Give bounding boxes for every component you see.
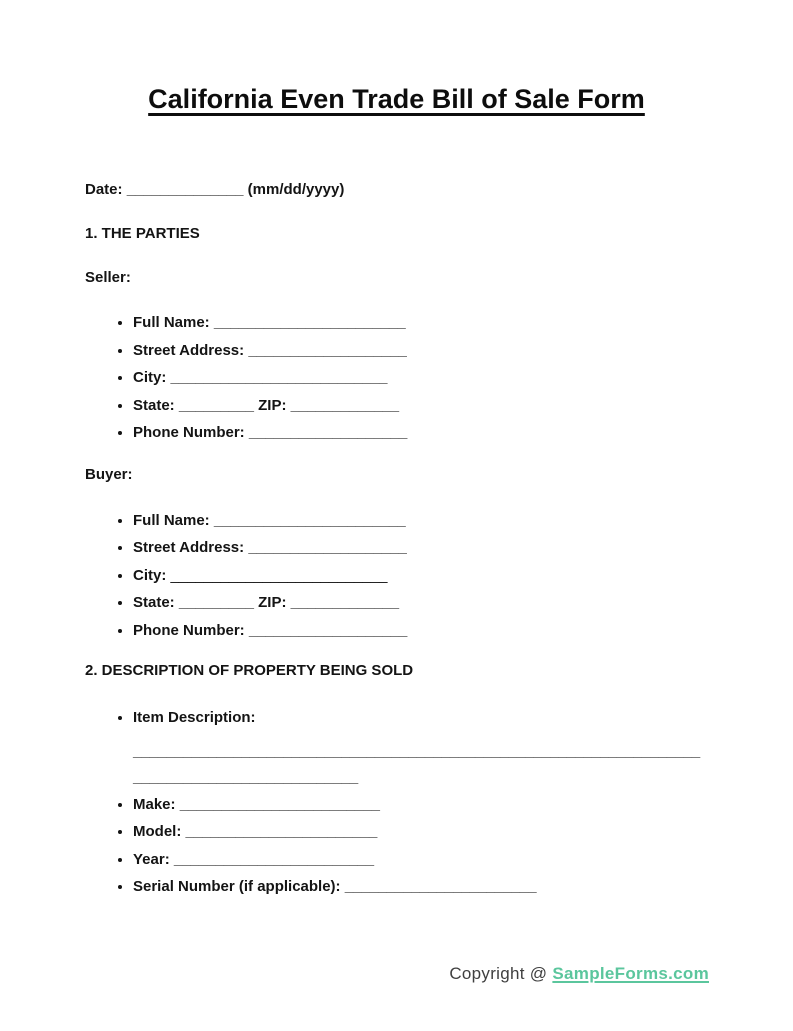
buyer-field-city <box>133 562 743 590</box>
field-blank: _______________________ <box>213 314 406 331</box>
seller-field-list <box>85 309 743 447</box>
buyer-label: Buyer: <box>85 465 133 483</box>
field-blank: ___________________ <box>248 341 407 359</box>
property-field-item-description <box>133 704 743 791</box>
field-label: Phone Number: <box>133 621 245 639</box>
field-label: City: <box>133 566 167 584</box>
field-blank: ________________________ <box>173 850 375 868</box>
field-blank: _______________________ <box>185 823 378 840</box>
field-label: Model: <box>133 823 182 840</box>
buyer-field-street-address <box>133 534 743 562</box>
property-field-model <box>133 818 743 846</box>
form-body <box>85 180 743 901</box>
date-label: Date: <box>85 181 123 198</box>
seller-field-city <box>133 364 743 392</box>
field-label: Street Address: <box>133 539 245 556</box>
date-format-hint: (mm/dd/yyyy) <box>247 181 345 198</box>
item-description-blank-line-1: ____________________________________________________________________ <box>133 742 701 760</box>
field-blank-zip: _____________ <box>290 396 400 414</box>
field-label: City: <box>133 369 167 386</box>
field-blank: _________ <box>178 396 254 414</box>
field-label: Full Name: <box>133 511 210 529</box>
property-field-year <box>133 846 743 874</box>
sampleforms-link[interactable]: SampleForms.com <box>552 964 709 983</box>
page-title-text: California Even Trade Bill of Sale Form <box>148 84 645 114</box>
field-label: Serial Number (if applicable): <box>133 878 341 895</box>
buyer-field-phone-number <box>133 617 743 645</box>
item-description-blank-line-2: ___________________________ <box>133 768 359 786</box>
buyer-field-state-zip <box>133 589 743 617</box>
page-title <box>0 0 793 116</box>
section-heading-property: 2. DESCRIPTION OF PROPERTY BEING SOLD <box>85 662 414 679</box>
field-blank: __________________________ <box>170 369 388 386</box>
field-blank: _______________________ <box>213 511 406 529</box>
seller-field-state-zip <box>133 392 743 420</box>
field-label: Street Address: <box>133 341 245 359</box>
property-field-list <box>85 704 743 901</box>
field-label: Full Name: <box>133 314 210 331</box>
field-blank: ________________________ <box>179 795 380 813</box>
seller-field-full-name <box>133 309 743 337</box>
field-blank-zip: _____________ <box>290 594 400 611</box>
field-label-zip: ZIP: <box>258 396 287 414</box>
seller-field-street-address <box>133 337 743 365</box>
section-heading-parties: 1. THE PARTIES <box>85 225 200 242</box>
field-label: Phone Number: <box>133 424 245 441</box>
buyer-field-full-name <box>133 507 743 535</box>
footer-copyright <box>449 964 709 984</box>
date-blank: ______________ <box>126 181 244 198</box>
field-label: Make: <box>133 795 176 813</box>
field-blank: __________________________ <box>170 566 388 584</box>
seller-label: Seller: <box>85 269 131 286</box>
property-field-serial-number <box>133 873 743 901</box>
field-blank: _______________________ <box>344 878 537 895</box>
field-label: State: <box>133 396 175 414</box>
date-line <box>85 180 743 200</box>
field-blank: _________ <box>178 594 254 611</box>
field-label-zip: ZIP: <box>258 594 287 611</box>
copyright-text: Copyright @ <box>449 964 548 983</box>
field-label: State: <box>133 594 175 611</box>
field-label: Item Description: <box>133 709 256 726</box>
field-blank: ___________________ <box>248 621 408 639</box>
seller-field-phone-number <box>133 419 743 447</box>
field-label: Year: <box>133 850 170 868</box>
field-blank: ___________________ <box>248 539 407 556</box>
property-field-make <box>133 791 743 819</box>
buyer-field-list <box>85 507 743 645</box>
field-blank: ___________________ <box>248 424 408 441</box>
